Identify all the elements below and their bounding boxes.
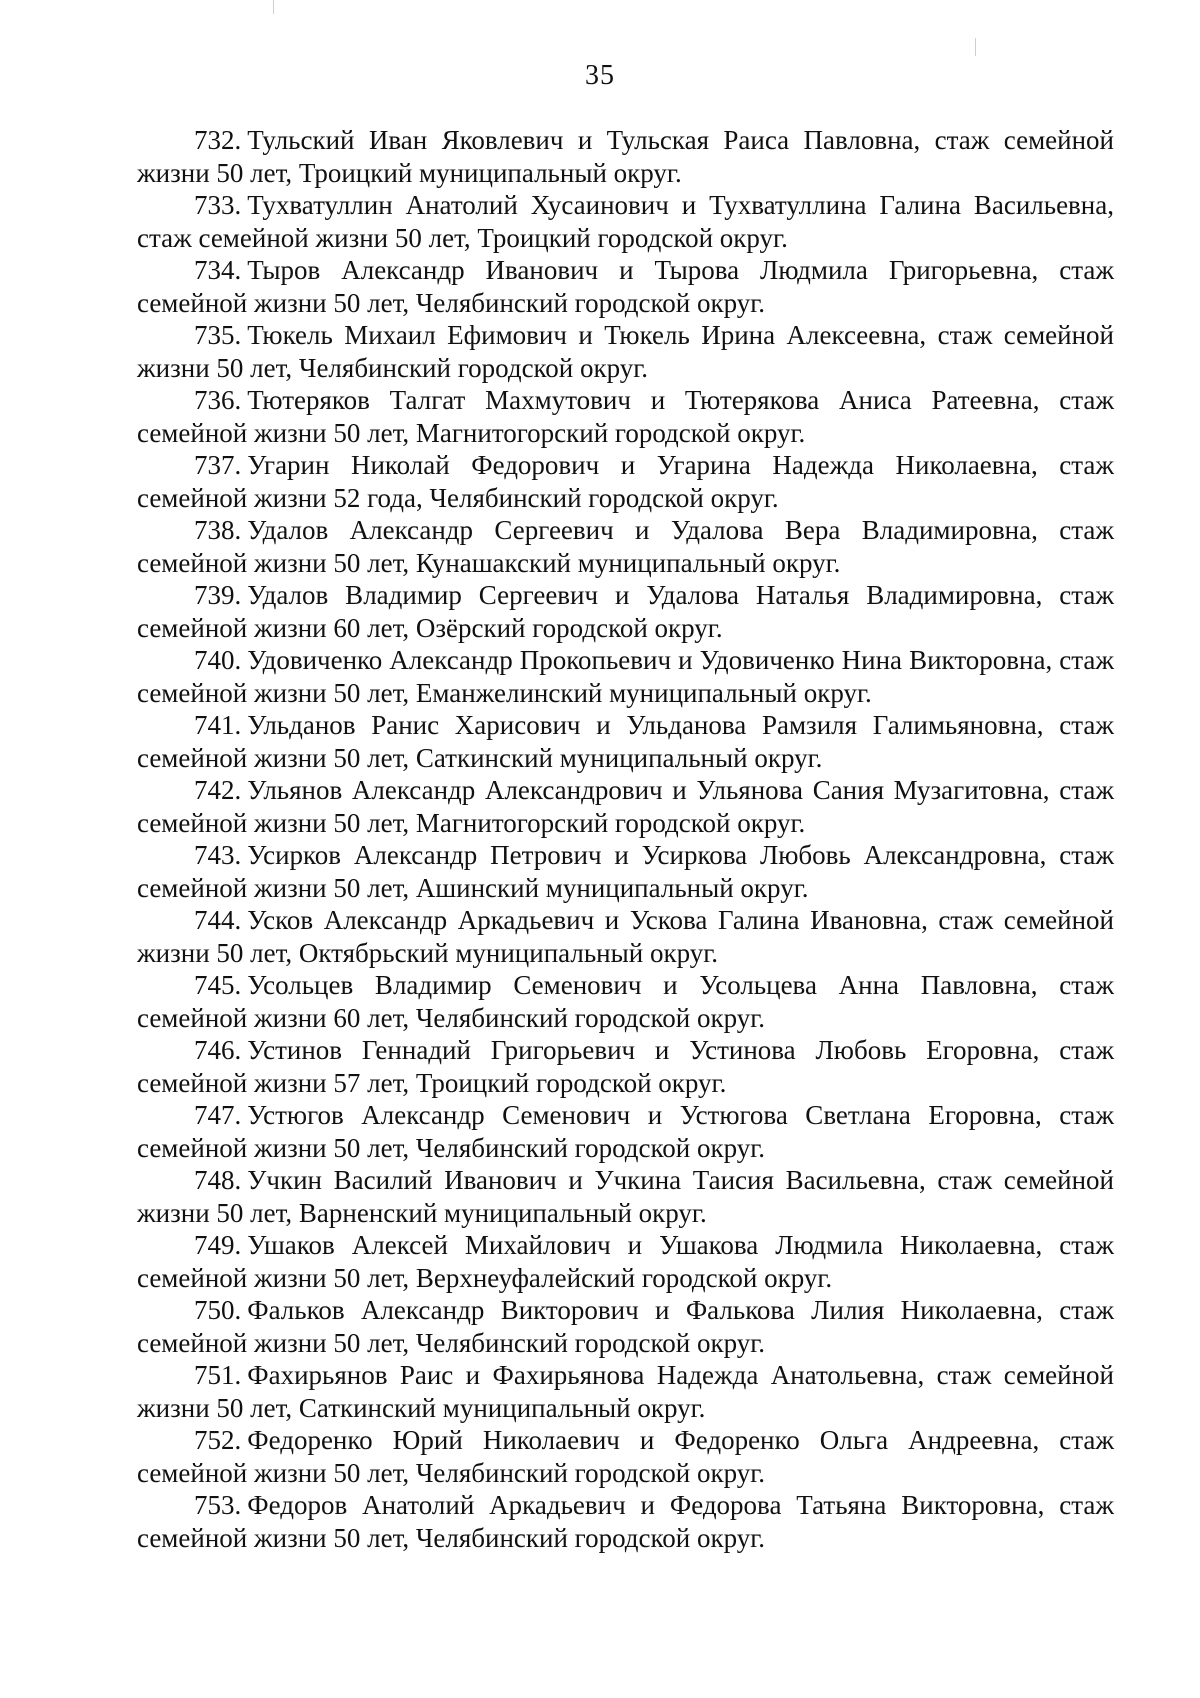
entry-number: 736. xyxy=(194,385,242,415)
list-item xyxy=(137,254,1114,319)
entry-text: Тульский Иван Яковлевич и Тульская Раиса Павловна, стаж семейной жизни 50 лет, Троицкий муниципальный округ. xyxy=(137,125,1114,188)
entry-number: 733. xyxy=(194,190,242,220)
entry-text: Тютеряков Талгат Махмутович и Тютерякова Аниса Ратеевна, стаж семейной жизни 50 лет, Магнитогорский городской округ. xyxy=(137,385,1114,448)
list-item xyxy=(137,579,1114,644)
entry-list xyxy=(137,124,1114,1554)
entry-number: 752. xyxy=(194,1425,242,1455)
entry-number: 742. xyxy=(194,775,242,805)
entry-text: Ульянов Александр Александрович и Ульянова Сания Музагитовна, стаж семейной жизни 50 лет, Магнитогорский городской округ. xyxy=(137,775,1114,838)
entry-text: Ушаков Алексей Михайлович и Ушакова Людмила Николаевна, стаж семейной жизни 50 лет, Верхнеуфалейский городской округ. xyxy=(137,1230,1114,1293)
entry-number: 750. xyxy=(194,1295,242,1325)
entry-number: 746. xyxy=(194,1035,242,1065)
list-item xyxy=(137,1099,1114,1164)
entry-text: Ульданов Ранис Харисович и Ульданова Рамзиля Галимьяновна, стаж семейной жизни 50 лет, Саткинский муниципальный округ. xyxy=(137,710,1114,773)
list-item xyxy=(137,839,1114,904)
entry-number: 741. xyxy=(194,710,242,740)
entry-text: Усольцев Владимир Семенович и Усольцева Анна Павловна, стаж семейной жизни 60 лет, Челябинский городской округ. xyxy=(137,970,1114,1033)
entry-text: Тухватуллин Анатолий Хусаинович и Тухватуллина Галина Васильевна, стаж семейной жизни 50 лет, Троицкий городской округ. xyxy=(137,190,1114,253)
list-item xyxy=(137,384,1114,449)
list-item xyxy=(137,774,1114,839)
entry-text: Удалов Александр Сергеевич и Удалова Вера Владимировна, стаж семейной жизни 50 лет, Кунашакский муниципальный округ. xyxy=(137,515,1114,578)
scan-artifact-line xyxy=(273,0,274,14)
list-item xyxy=(137,1359,1114,1424)
list-item xyxy=(137,709,1114,774)
list-item xyxy=(137,319,1114,384)
entry-number: 732. xyxy=(194,125,242,155)
entry-text: Удалов Владимир Сергеевич и Удалова Наталья Владимировна, стаж семейной жизни 60 лет, Озёрский городской округ. xyxy=(137,580,1114,643)
entry-text: Тюкель Михаил Ефимович и Тюкель Ирина Алексеевна, стаж семейной жизни 50 лет, Челябинский городской округ. xyxy=(137,320,1114,383)
list-item xyxy=(137,644,1114,709)
entry-text: Федоренко Юрий Николаевич и Федоренко Ольга Андреевна, стаж семейной жизни 50 лет, Челябинский городской округ. xyxy=(137,1425,1114,1488)
list-item xyxy=(137,1034,1114,1099)
entry-text: Угарин Николай Федорович и Угарина Надежда Николаевна, стаж семейной жизни 52 года, Челябинский городской округ. xyxy=(137,450,1114,513)
list-item xyxy=(137,1424,1114,1489)
entry-text: Фахирьянов Раис и Фахирьянова Надежда Анатольевна, стаж семейной жизни 50 лет, Саткинский муниципальный округ. xyxy=(137,1360,1114,1423)
list-item xyxy=(137,969,1114,1034)
entry-number: 735. xyxy=(194,320,242,350)
entry-text: Усков Александр Аркадьевич и Ускова Галина Ивановна, стаж семейной жизни 50 лет, Октябрьский муниципальный округ. xyxy=(137,905,1114,968)
entry-number: 743. xyxy=(194,840,242,870)
entry-text: Устюгов Александр Семенович и Устюгова Светлана Егоровна, стаж семейной жизни 50 лет, Челябинский городской округ. xyxy=(137,1100,1114,1163)
entry-number: 734. xyxy=(194,255,242,285)
list-item xyxy=(137,904,1114,969)
entry-number: 738. xyxy=(194,515,242,545)
entry-text: Удовиченко Александр Прокопьевич и Удовиченко Нина Викторовна, стаж семейной жизни 50 лет, Еманжелинский муниципальный округ. xyxy=(137,645,1114,708)
entry-text: Учкин Василий Иванович и Учкина Таисия Васильевна, стаж семейной жизни 50 лет, Варненский муниципальный округ. xyxy=(137,1165,1114,1228)
entry-number: 745. xyxy=(194,970,242,1000)
list-item xyxy=(137,514,1114,579)
entry-text: Усирков Александр Петрович и Усиркова Любовь Александровна, стаж семейной жизни 50 лет, Ашинский муниципальный округ. xyxy=(137,840,1114,903)
entry-number: 739. xyxy=(194,580,242,610)
page-number: 35 xyxy=(585,60,615,91)
entry-text: Федоров Анатолий Аркадьевич и Федорова Татьяна Викторовна, стаж семейной жизни 50 лет, Челябинский городской округ. xyxy=(137,1490,1114,1553)
entry-number: 747. xyxy=(194,1100,242,1130)
list-item xyxy=(137,1294,1114,1359)
entry-text: Тыров Александр Иванович и Тырова Людмила Григорьевна, стаж семейной жизни 50 лет, Челябинский городской округ. xyxy=(137,255,1114,318)
entry-number: 748. xyxy=(194,1165,242,1195)
entry-number: 744. xyxy=(194,905,242,935)
list-item xyxy=(137,1164,1114,1229)
list-item xyxy=(137,124,1114,189)
list-item xyxy=(137,449,1114,514)
entry-text: Фальков Александр Викторович и Фалькова Лилия Николаевна, стаж семейной жизни 50 лет, Челябинский городской округ. xyxy=(137,1295,1114,1358)
entry-number: 740. xyxy=(194,645,242,675)
entry-number: 737. xyxy=(194,450,242,480)
entry-number: 749. xyxy=(194,1230,242,1260)
entry-number: 751. xyxy=(194,1360,242,1390)
scan-artifact-line xyxy=(975,38,976,56)
list-item xyxy=(137,189,1114,254)
entry-number: 753. xyxy=(194,1490,242,1520)
list-item xyxy=(137,1229,1114,1294)
entry-text: Устинов Геннадий Григорьевич и Устинова Любовь Егоровна, стаж семейной жизни 57 лет, Троицкий городской округ. xyxy=(137,1035,1114,1098)
list-item xyxy=(137,1489,1114,1554)
